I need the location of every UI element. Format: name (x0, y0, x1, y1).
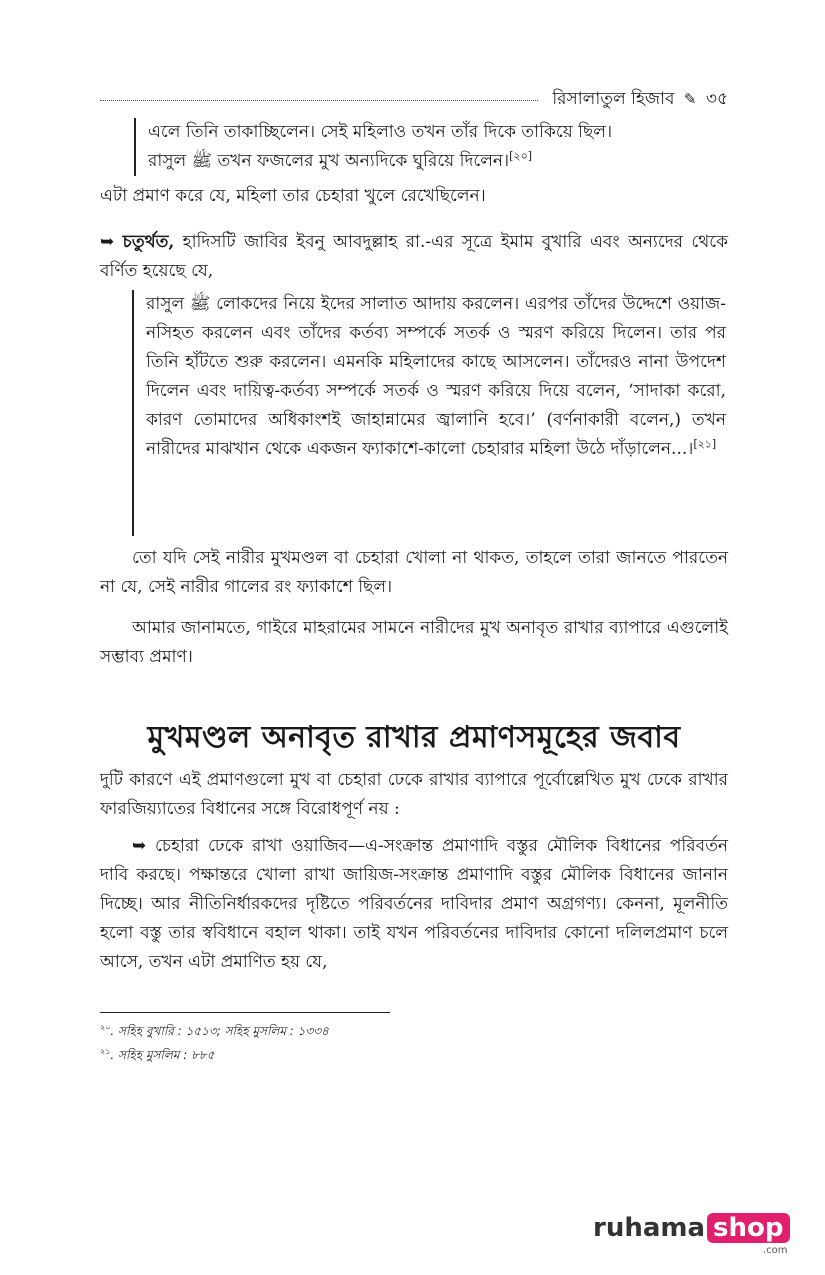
running-header (100, 86, 728, 108)
quote-line-text: রাসুল ﷺ তখন ফজলের মুখ অন্যদিকে ঘুরিয়ে দিলেন। (148, 151, 510, 171)
header-dotted-rule (100, 100, 538, 101)
footnote-text: . সহিহ বুখারি : ১৫১৩; সহিহ মুসলিম : ১৩৩৪ (110, 1024, 329, 1038)
ruhamashop-logo (593, 1213, 790, 1256)
paragraph: তো যদি সেই নারীর মুখমণ্ডল বা চেহারা খোলা না থাকত, তাহলে তারা জানতে পারতেন না যে, সেই নারীর গালের রং ফ্যাকাশে ছিল। (100, 548, 728, 597)
logo-text-ruhama: ruhama (593, 1213, 706, 1243)
arrow-icon: ➥ (100, 232, 115, 252)
footnote-number: ২০ (100, 1023, 111, 1032)
pen-icon: ✎ (683, 90, 697, 108)
page-number: ৩৫ (705, 89, 728, 109)
footnote-ref-21: [২১] (693, 437, 717, 451)
book-title: রিসালাতুল হিজাব (552, 89, 675, 109)
footnote-21 (100, 1046, 214, 1067)
footnote-text: . সহিহ মুসলিম : ৮৮৫ (110, 1048, 215, 1062)
paragraph: এটা প্রমাণ করে যে, মহিলা তার চেহারা খুলে রেখেছিলেন। (100, 186, 486, 206)
paragraph: আমার জানামতে, গাইরে মাহরামের সামনে নারীদের মুখ অনাবৃত রাখার ব্যাপারে এগুলোই সম্ভাব্য প্রমাণ। (100, 618, 728, 667)
hadith-quote-2 (132, 290, 726, 536)
arrow-icon: ➥ (132, 836, 147, 856)
paragraph-fourth-point (100, 228, 728, 286)
paragraph-first-reason (100, 832, 728, 977)
footnote-number: ২১ (100, 1047, 111, 1056)
logo-text-shop: shop (707, 1213, 789, 1243)
quote-line: এলে তিনি তাকাচ্ছিলেন। সেই মহিলাও তখন তাঁর দিকে তাকিয়ে ছিল। (148, 122, 613, 142)
paragraph: দুটি কারণে এই প্রমাণগুলো মুখ বা চেহারা ঢেকে রাখার ব্যাপারে পূর্বোল্লেখিত মুখ ঢেকে রাখার ফারজিয়্যাতের বিধানের সঙ্গে বিরোধপূর্ণ নয় : (100, 770, 728, 819)
paragraph-lead: চতুর্থত, (122, 232, 175, 252)
paragraph-text: হাদিসটি জাবির ইবনু আবদুল্লাহ রা.-এর সূত্রে ইমাম বুখারি এবং অন্যদের থেকে বর্ণিত হয়েছে যে, (100, 232, 729, 281)
section-heading: মুখমণ্ডল অনাবৃত রাখার প্রমাণসমূহের জবাব (147, 720, 681, 755)
footnote-divider (100, 1012, 390, 1013)
footnote-ref-20: [২০] (509, 149, 533, 163)
header-title-block (552, 86, 728, 114)
paragraph-text: চেহারা ঢেকে রাখা ওয়াজিব—এ-সংক্রান্ত প্রমাণাদি বস্তুর মৌলিক বিধানের পরিবর্তন দাবি করছে। পক্ষান্তরে খোলা রাখা জায়িজ-সংক্রান্ত প্রমাণাদি বস্তুর মৌলিক বিধানের জানান দিচ্ছে। আর নীতিনির্ধারকদের দৃষ্টিতে পরিবর্তনের দাবিদার প্রমাণ অগ্রগণ্য। কেননা, মূলনীতি হলো বস্তু তার স্ববিধানে বহাল থাকা। তাই যখন পরিবর্তনের দাবিদার কোনো দলিলপ্রমাণ চলে আসে, তখন এটা প্রমাণিত হয় যে, (100, 836, 728, 972)
footnote-20 (100, 1022, 329, 1043)
quote-line (148, 147, 728, 176)
hadith-quote-1 (134, 118, 728, 176)
logo-text-com: .com (762, 1245, 788, 1256)
quote-text: রাসুল ﷺ লোকদের নিয়ে ইদের সালাত আদায় করলেন। এরপর তাঁদের উদ্দেশে ওয়াজ-নসিহত করলেন এবং তাঁদের কর্তব্য সম্পর্কে সতর্ক ও স্মরণ করিয়ে দিলেন। তার পর তিনি হাঁটতে শুরু করলেন। এমনকি মহিলাদের কাছে আসলেন। তাঁদেরও নানা উপদেশ দিলেন এবং দায়িত্ব-কর্তব্য সম্পর্কে সতর্ক ও স্মরণ করিয়ে দিয়ে বলেন, ‘সাদাকা করো, কারণ তোমাদের অধিকাংশই জাহান্নামের জ্বালানি হবে।’ (বর্ণনাকারী বলেন,) তখন নারীদের মাঝখান থেকে একজন ফ্যাকাশে-কালো চেহারার মহিলা উঠে দাঁড়ালেন...। (146, 294, 726, 459)
